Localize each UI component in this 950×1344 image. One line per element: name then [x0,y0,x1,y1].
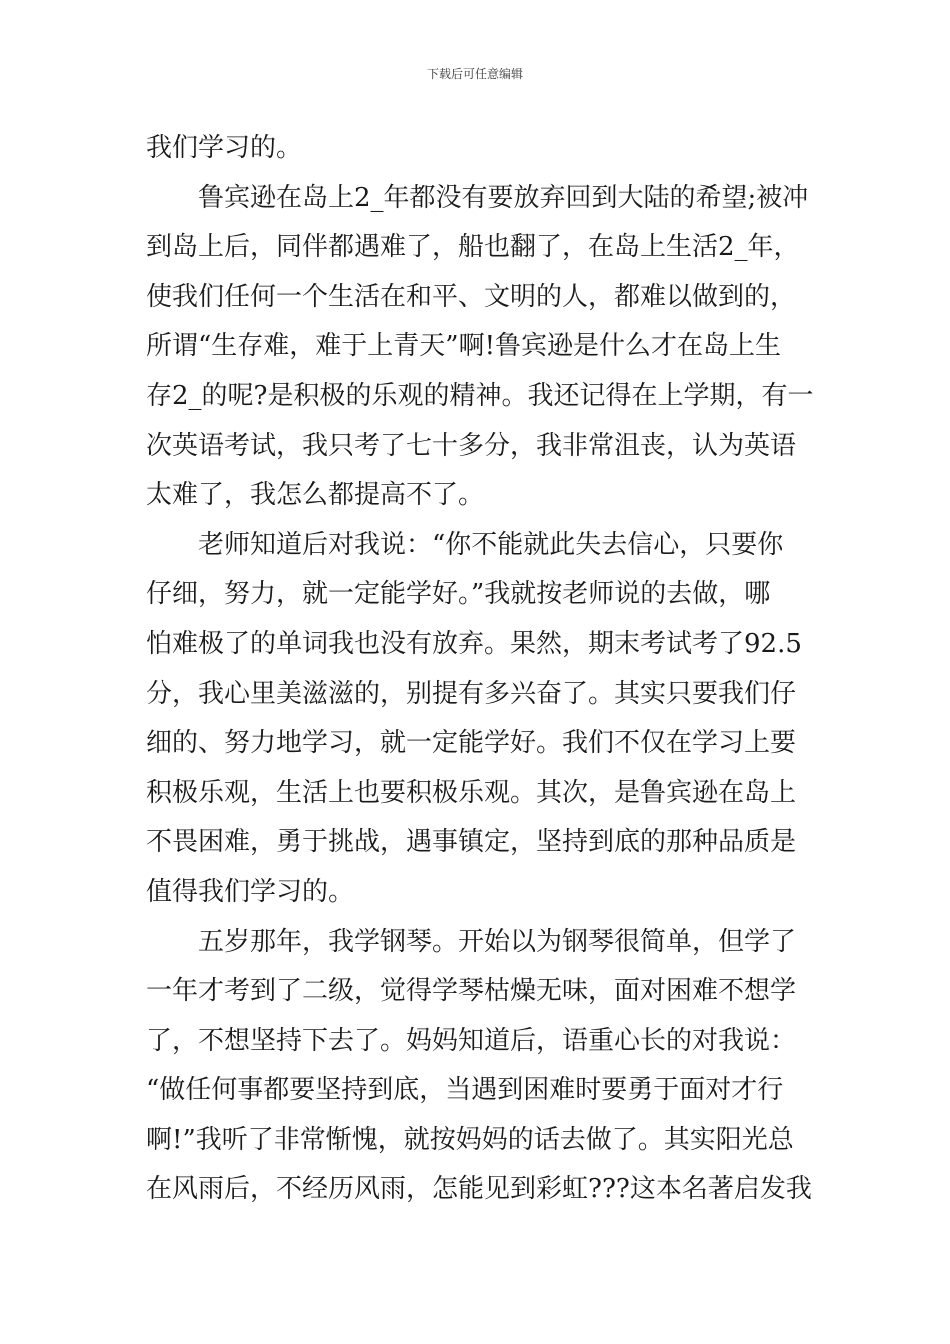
text-line: 到岛上后，同伴都遇难了，船也翻了，在岛上生活2_年， [146,232,800,263]
text-line: “做任何事都要坚持到底，当遇到困难时要勇于面对才行 [146,1075,784,1106]
text-line: 分，我心里美滋滋的，别提有多兴奋了。其实只要我们仔 [146,678,797,709]
text-line: 五岁那年，我学钢琴。开始以为钢琴很简单，但学了 [146,926,797,957]
text-line: 啊!”我听了非常惭愧，就按妈妈的话去做了。其实阳光总 [146,1124,794,1155]
text-line: 一年才考到了二级，觉得学琴枯燥无味，面对困难不想学 [146,976,797,1007]
text-line: 值得我们学习的。 [146,876,355,907]
text-line: 鲁宾逊在岛上2_年都没有要放弃回到大陆的希望;被冲 [146,182,809,213]
text-line: 在风雨后，不经历风雨，怎能见到彩虹???这本名著启发我 [146,1174,812,1205]
text-line: 存2_的呢?是积极的乐观的精神。我还记得在上学期，有一 [146,380,814,411]
text-line: 所谓“生存难，难于上青天”啊!鲁宾逊是什么才在岛上生 [146,331,782,362]
text-line: 不畏困难，勇于挑战，遇事镇定，坚持到底的那种品质是 [146,827,797,858]
text-line: 了，不想坚持下去了。妈妈知道后，语重心长的对我说： [146,1025,797,1056]
document-body [146,124,814,1215]
text-line: 我们学习的。 [146,133,303,163]
text-line: 太难了，我怎么都提高不了。 [146,480,485,511]
page-header-note: 下载后可任意编辑 [426,67,523,81]
text-line: 老师知道后对我说：“你不能就此失去信心，只要你 [146,529,784,560]
text-line: 使我们任何一个生活在和平、文明的人，都难以做到的， [146,281,797,312]
text-line: 细的、努力地学习，就一定能学好。我们不仅在学习上要 [146,728,797,759]
text-line: 怕难极了的单词我也没有放弃。果然，期末考试考了92.5 [146,628,802,659]
text-line: 仔细，努力，就一定能学好。”我就按老师说的去做，哪 [146,579,771,610]
text-line: 次英语考试，我只考了七十多分，我非常沮丧，认为英语 [146,430,797,461]
text-line: 积极乐观，生活上也要积极乐观。其次，是鲁宾逊在岛上 [146,777,797,808]
